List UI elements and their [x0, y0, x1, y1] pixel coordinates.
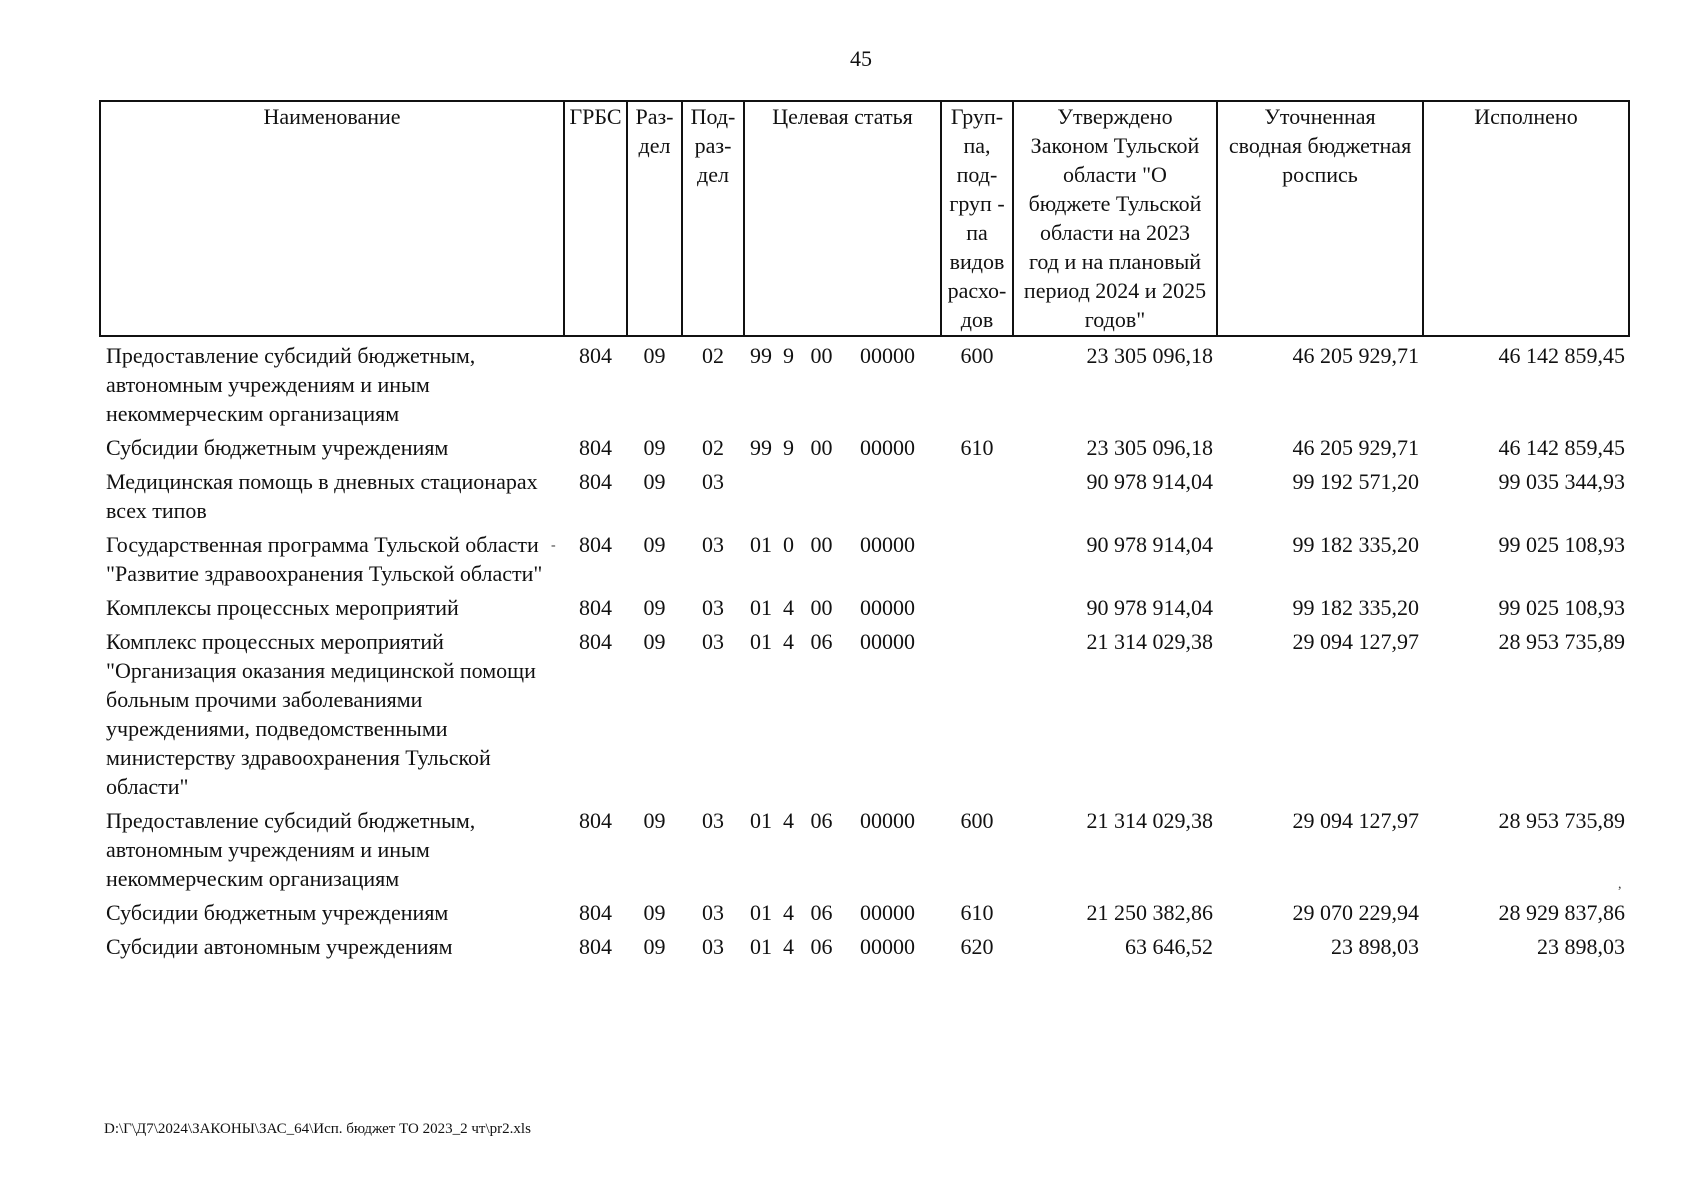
cell-refined: 29 070 229,94 [1292, 900, 1419, 925]
cell-refined: 99 182 335,20 [1292, 532, 1419, 557]
cell-expense-group: 610 [960, 435, 994, 460]
budget-table [99, 100, 1630, 966]
cell-grbs: 804 [579, 629, 612, 654]
cell-executed: 99 035 344,93 [1498, 469, 1625, 494]
cell-section: 09 [643, 629, 666, 654]
cell-executed: 99 025 108,93 [1498, 595, 1625, 620]
cell-section: 09 [643, 532, 666, 557]
cell-name: Комплексы процессных мероприятий [106, 595, 459, 620]
header-section: Раз- дел [627, 101, 682, 336]
cell-section: 09 [643, 469, 666, 494]
table-header [100, 101, 1629, 336]
cell-section: 09 [643, 435, 666, 460]
cell-expense-group: 600 [960, 343, 994, 368]
cell-subsection: 02 [702, 343, 724, 368]
cell-section: 09 [643, 934, 666, 959]
cell-name: Медицинская помощь в дневных стационарах всех типов [106, 469, 538, 523]
cell-expense-group [941, 627, 1013, 806]
cell-executed: 28 953 735,89 [1498, 629, 1625, 654]
table-row [100, 433, 1629, 467]
cell-refined: 29 094 127,97 [1292, 629, 1419, 654]
header-expense-group: Груп- па, под- груп - па видов расхо- дов [941, 101, 1013, 336]
header-approved: Утверждено Законом Тульской области "О бюджете Тульской области на 2023 год и на плановый период 2024 и 2025 годов" [1013, 101, 1217, 336]
cell-name: Субсидии бюджетным учреждениям [106, 900, 449, 925]
cell-expense-group [941, 530, 1013, 593]
header-row [100, 101, 1629, 336]
cell-refined: 29 094 127,97 [1292, 808, 1419, 833]
table-row [100, 467, 1629, 530]
cell-target-article: 99 9 00 00000 [750, 435, 915, 460]
cell-executed: 46 142 859,45 [1498, 435, 1625, 460]
cell-refined: 99 192 571,20 [1292, 469, 1419, 494]
table-row [100, 806, 1629, 898]
cell-name: Предоставление субсидий бюджетным, автономным учреждениям и иным некоммерческим организациям [106, 808, 476, 891]
cell-approved: 23 305 096,18 [1086, 435, 1213, 460]
header-grbs: ГРБС [564, 101, 627, 336]
cell-grbs: 804 [579, 343, 612, 368]
cell-executed: 28 929 837,86 [1498, 900, 1625, 925]
cell-section: 09 [643, 595, 666, 620]
cell-expense-group: 620 [960, 934, 994, 959]
table-row [100, 627, 1629, 806]
cell-target-article: 01 4 00 00000 [750, 595, 915, 620]
table-body [100, 336, 1629, 966]
cell-approved: 21 314 029,38 [1086, 808, 1213, 833]
cell-subsection: 03 [702, 532, 724, 557]
cell-section: 09 [643, 900, 666, 925]
cell-target-article: 01 4 06 00000 [750, 900, 915, 925]
table-row [100, 336, 1629, 433]
cell-approved: 90 978 914,04 [1086, 595, 1213, 620]
cell-subsection: 03 [702, 934, 724, 959]
cell-target-article: 01 4 06 00000 [750, 808, 915, 833]
cell-subsection: 03 [702, 808, 724, 833]
cell-name: Государственная программа Тульской области "Развитие здравоохранения Тульской области" [106, 532, 543, 586]
cell-target-article: 01 4 06 00000 [750, 629, 915, 654]
cell-expense-group: 600 [960, 808, 994, 833]
cell-target-article: 01 0 00 00000 [750, 532, 915, 557]
cell-subsection: 03 [702, 629, 724, 654]
cell-name: Предоставление субсидий бюджетным, автономным учреждениям и иным некоммерческим организациям [106, 343, 476, 426]
cell-approved: 21 250 382,86 [1086, 900, 1213, 925]
table-row [100, 898, 1629, 932]
cell-expense-group [941, 467, 1013, 530]
cell-subsection: 03 [702, 469, 724, 494]
header-subsection: Под- раз- дел [682, 101, 744, 336]
cell-section: 09 [643, 343, 666, 368]
cell-name: Комплекс процессных мероприятий "Организация оказания медицинской помощи больным прочими заболеваниями учреждениями, подведомственными министерству здравоохранения Тульской области" [106, 629, 536, 799]
header-refined: Уточненная сводная бюджетная роспись [1217, 101, 1423, 336]
cell-grbs: 804 [579, 532, 612, 557]
cell-approved: 63 646,52 [1125, 934, 1213, 959]
cell-target-article: 01 4 06 00000 [750, 934, 915, 959]
cell-section: 09 [643, 808, 666, 833]
cell-refined: 23 898,03 [1331, 934, 1419, 959]
cell-approved: 23 305 096,18 [1086, 343, 1213, 368]
cell-refined: 99 182 335,20 [1292, 595, 1419, 620]
header-name: Наименование [100, 101, 564, 336]
cell-grbs: 804 [579, 435, 612, 460]
scan-speck: , [1618, 877, 1622, 892]
cell-expense-group: 610 [960, 900, 994, 925]
cell-grbs: 804 [579, 469, 612, 494]
cell-name: Субсидии бюджетным учреждениям [106, 435, 449, 460]
cell-executed: 46 142 859,45 [1498, 343, 1625, 368]
file-path: D:\Г\Д7\2024\ЗАКОНЫ\ЗАС_64\Исп. бюджет ТО 2023_2 чт\pr2.xls [104, 1121, 531, 1137]
cell-refined: 46 205 929,71 [1292, 343, 1419, 368]
cell-target-article: 99 9 00 00000 [750, 343, 915, 368]
header-target-article: Целевая статья [744, 101, 941, 336]
cell-approved: 90 978 914,04 [1086, 532, 1213, 557]
cell-expense-group [941, 593, 1013, 627]
scan-speck: - [551, 538, 556, 553]
cell-subsection: 03 [702, 595, 724, 620]
cell-refined: 46 205 929,71 [1292, 435, 1419, 460]
cell-grbs: 804 [579, 900, 612, 925]
cell-executed: 28 953 735,89 [1498, 808, 1625, 833]
header-executed: Исполнено [1423, 101, 1629, 336]
cell-approved: 90 978 914,04 [1086, 469, 1213, 494]
cell-subsection: 03 [702, 900, 724, 925]
cell-grbs: 804 [579, 595, 612, 620]
cell-executed: 99 025 108,93 [1498, 532, 1625, 557]
page-number: 45 [850, 46, 872, 71]
cell-executed: 23 898,03 [1537, 934, 1625, 959]
cell-name: Субсидии автономным учреждениям [106, 934, 453, 959]
cell-target-article [744, 467, 941, 530]
table-row [100, 593, 1629, 627]
cell-grbs: 804 [579, 934, 612, 959]
cell-approved: 21 314 029,38 [1086, 629, 1213, 654]
cell-grbs: 804 [579, 808, 612, 833]
table-row [100, 932, 1629, 966]
table-row [100, 530, 1629, 593]
cell-subsection: 02 [702, 435, 724, 460]
